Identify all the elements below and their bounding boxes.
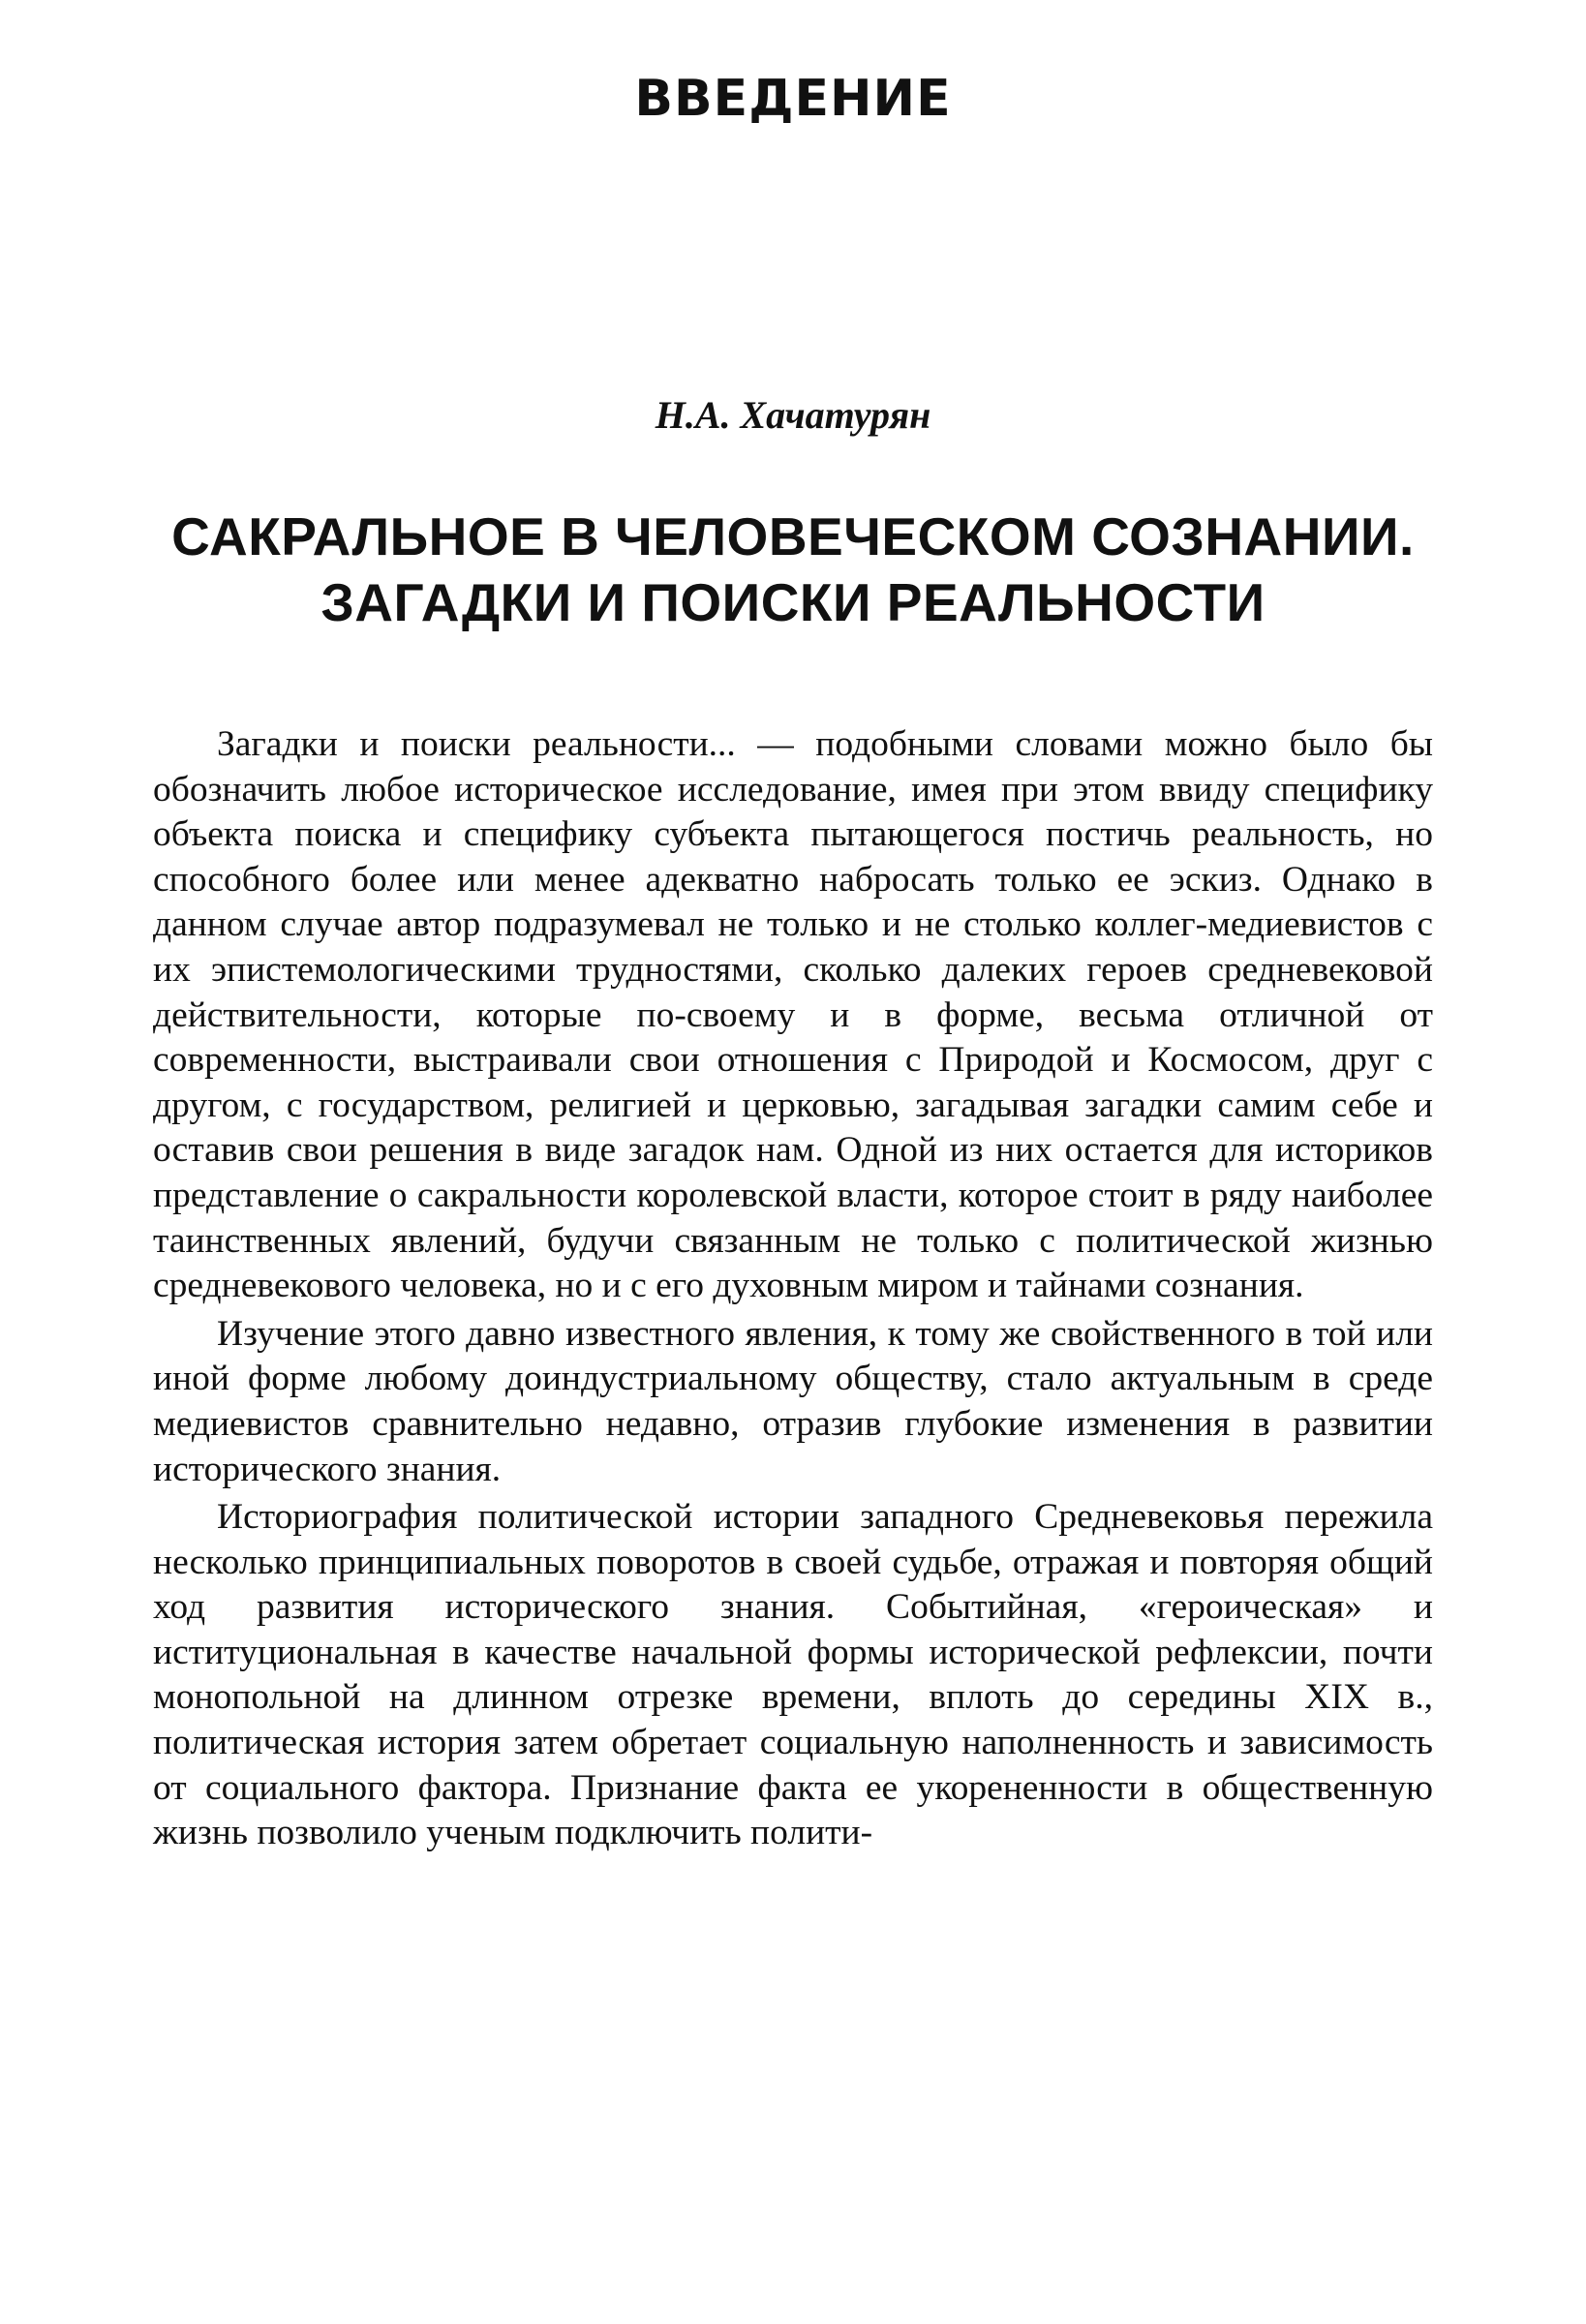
paragraph: Загадки и поиски реальности... — подобными словами можно было бы обозначить любое историческое исследование, имея при этом ввиду специфику объекта поиска и специфику субъекта пытающегося постичь реальность, но способного более или менее адекватно набросать только ее эскиз. Однако в данном случае автор подразумевал не только и не столько коллег-медиевистов с их эпистемологическими трудностями, сколько далеких героев средневековой действительности, которые по-своему и в форме, весьма отличной от современности, выстраивали свои отношения с Природой и Космосом, друг с другом, с государством, религией и церковью, загадывая загадки самим себе и оставив свои решения в виде загадок нам. Одной из них остается для историков представление о сакральности королевской власти, которое стоит в ряду наиболее таинственных явлений, будучи связанным не только с политической жизнью средневекового человека, но и с его духовным миром и тайнами сознания. (153, 724, 1433, 1306)
article-title (145, 504, 1441, 635)
article-body (153, 722, 1433, 1859)
author-name: Н.А. Хачатурян (655, 393, 931, 437)
section-title: ВВЕДЕНИЕ (634, 70, 952, 128)
paragraph: Историография политической истории западного Средневековья пережила несколько принципиальных поворотов в своей судьбе, отражая и повторяя общий ход развития исторического знания. Событийная, «героическая» и иституциональная в качестве начальной формы исторической рефлексии, почти монопольной на длинном отрезке времени, вплоть до середины XIX в., политическая история затем обретает социальную наполненность и зависимость от социального фактора. Признание факта ее укорененности в общественную жизнь позволило ученым подключить полити- (153, 1497, 1433, 1853)
paragraph: Изучение этого давно известного явления, к тому же свойственного в той или иной форме любому доиндустриальному обществу, стало актуальным в среде медиевистов сравнительно недавно, отразив глубокие изменения в развитии исторического знания. (153, 1313, 1433, 1489)
article-title-line-2: ЗАГАДКИ И ПОИСКИ РЕАЛЬНОСТИ (320, 572, 1266, 632)
article-title-line-1: САКРАЛЬНОЕ В ЧЕЛОВЕЧЕСКОМ СОЗНАНИИ. (171, 506, 1415, 566)
